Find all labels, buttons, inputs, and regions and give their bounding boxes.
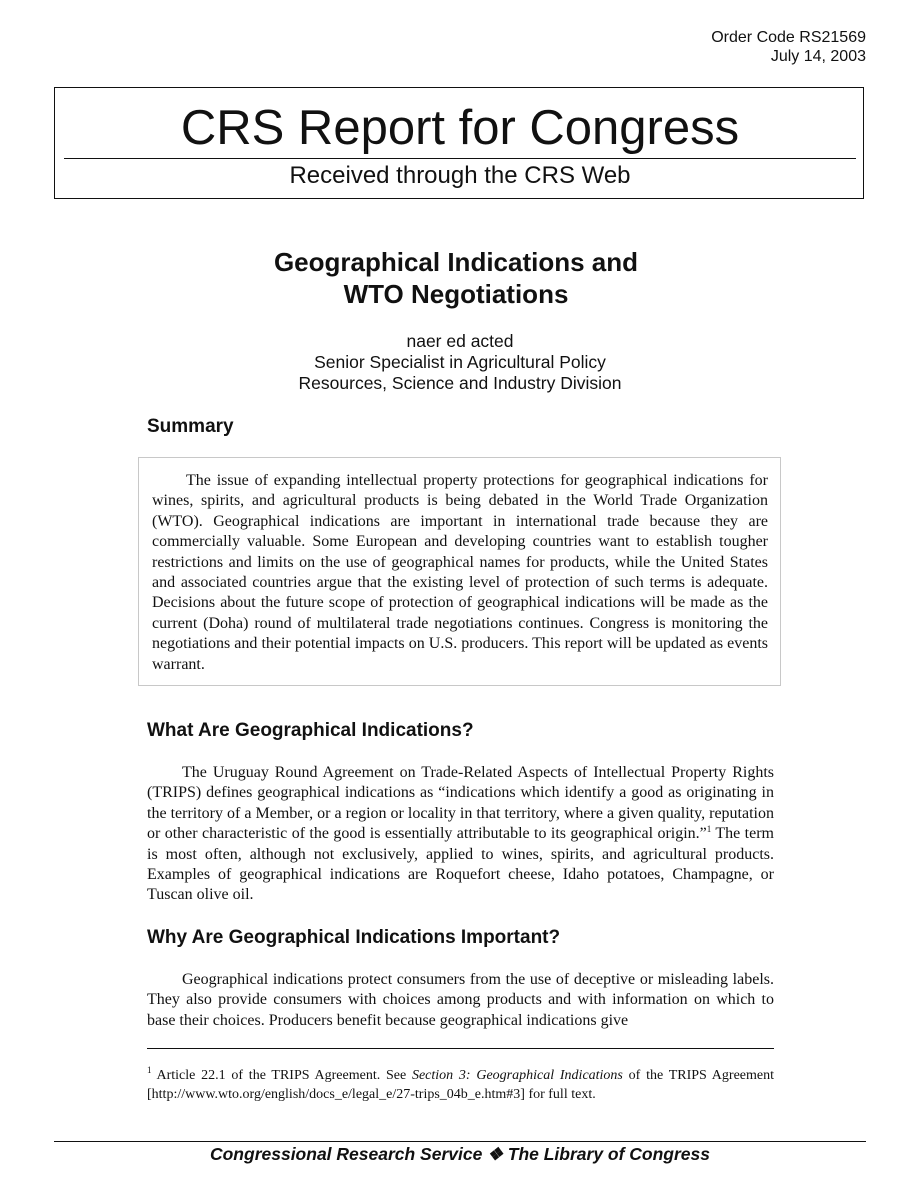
section-paragraph-why-important: Geographical indications protect consumers from the use of deceptive or misleading labels. They also provide consumers with choices among products and with information on which to base their choices. Producers benefit because geographical indications give [147,971,774,1029]
document-title [0,246,912,310]
author-division: Resources, Science and Industry Division [298,373,622,393]
author-title: Senior Specialist in Agricultural Policy [314,352,606,372]
footnote-text: Article 22.1 of the TRIPS Agreement. See [151,1068,412,1083]
order-code: Order Code RS21569 [711,29,866,46]
order-code-block [711,28,866,66]
section-heading-why-important: Why Are Geographical Indications Important? [147,927,561,948]
report-date: July 14, 2003 [770,48,866,65]
document-title-line-1: Geographical Indications and [273,247,639,277]
report-title: CRS Report for Congress [180,101,740,155]
document-title-line-2: WTO Negotiations [343,279,569,309]
summary-heading: Summary [147,416,234,437]
paragraph-text: The Uruguay Round Agreement on Trade-Related Aspects of Intellectual Property Rights (TRIPS) defines geographical indications as “indications which identify a good as originating in the territory of a Member, or a region or locality in that territory, where a given quality, reputation or other characteristic of the good is essentially attributable to its geographical origin.” [147,764,774,843]
footer-divider [54,1141,866,1142]
footnote [147,1066,774,1104]
summary-text: The issue of expanding intellectual property protections for geographical indications for wines, spirits, and agricultural products is being debated in the World Trade Organization (WTO). Geographical indications are important in international trade because they are commercially valuable. Some European and developing countries want to establish tougher restrictions and limits on the use of geographical names for products, while the United States and associated countries argue that the existing level of protection of such terms is adequate. Decisions about the future scope of protection of geographical indications will be made as the current (Doha) round of multilateral trade negotiations continues. Congress is monitoring the negotiations and their potential impacts on U.S. producers. This report will be updated as events warrant. [152,472,768,673]
footnote-divider [147,1048,774,1049]
report-subtitle: Received through the CRS Web [289,162,631,189]
header-divider [64,158,856,159]
section-paragraph-what-are [147,763,774,906]
footnote-text-continued: of the TRIPS Agreement [http://www.wto.org/english/docs_e/legal_e/27-trips_04b_e.htm#3] for full text. [147,1068,774,1102]
author-block [0,331,920,394]
author-name: naer ed acted [406,331,514,351]
paragraph-text-continued: The term is most often, although not exclusively, applied to wines, spirits, and agricultural products. Examples of geographical indications are Roquefort cheese, Idaho potatoes, Champagne, or Tuscan olive oil. [147,825,774,904]
page-footer: Congressional Research Service ❖ The Library of Congress [209,1144,711,1164]
footnote-reference[interactable]: 1 [706,824,712,835]
footnote-italic-title: Section 3: Geographical Indications [411,1068,623,1083]
footnote-number: 1 [147,1065,152,1075]
section-heading-what-are: What Are Geographical Indications? [147,720,474,741]
